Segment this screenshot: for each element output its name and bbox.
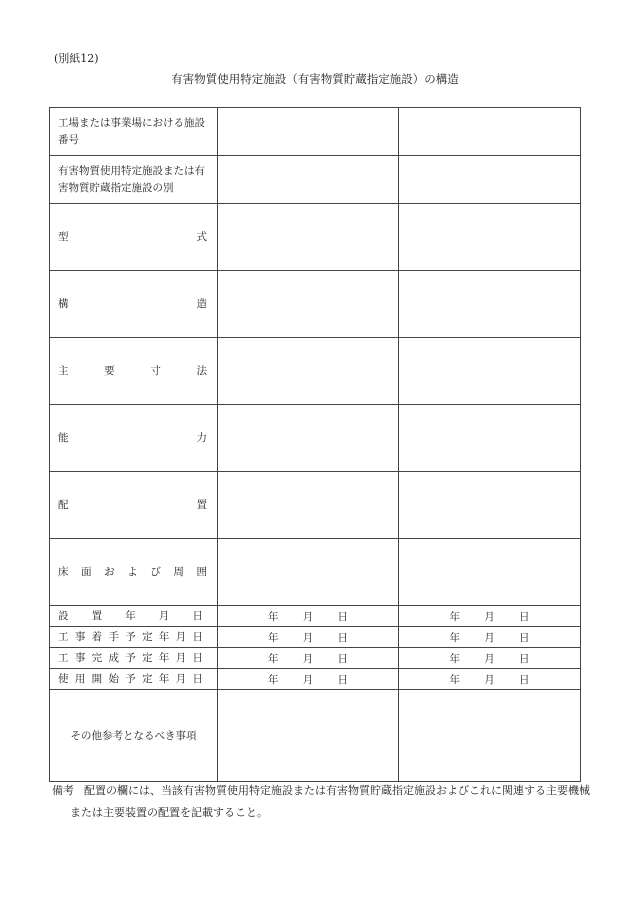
date-construction-start-1[interactable] <box>218 627 399 648</box>
year-unit: 年 <box>449 673 460 686</box>
label-char: 定 <box>142 630 153 643</box>
row-installed <box>50 606 581 627</box>
label-char: 面 <box>81 565 92 578</box>
day-unit: 日 <box>337 673 348 686</box>
label-other-notes: その他参考となるべき事項 <box>50 690 218 782</box>
label-floor <box>50 539 218 606</box>
cell-capacity-1[interactable] <box>218 405 399 472</box>
label-char: 月 <box>175 672 187 685</box>
structure-form-table <box>49 107 581 782</box>
month-unit: 月 <box>484 673 495 686</box>
label-char: 工 <box>58 651 69 664</box>
cell-model-1[interactable] <box>218 204 399 271</box>
label-char: 用 <box>74 672 86 685</box>
label-char: お <box>104 565 115 578</box>
month-unit: 月 <box>302 610 314 623</box>
label-char: 型 <box>58 230 69 243</box>
cell-other-notes-1[interactable] <box>218 690 399 782</box>
month-unit: 月 <box>484 631 495 644</box>
row-other-notes <box>50 690 581 782</box>
label-char: び <box>150 565 161 578</box>
label-char: 完 <box>91 651 103 664</box>
year-unit: 年 <box>268 652 279 665</box>
label-facility-number: 工場または事業場における施設番号 <box>50 108 218 156</box>
page-title: 有害物質使用特定施設（有害物質貯蔵指定施設）の構造 <box>171 72 459 86</box>
cell-floor-1[interactable] <box>218 539 399 606</box>
label-char: 配 <box>58 498 69 511</box>
date-construction-start-2[interactable] <box>399 627 581 648</box>
cell-structure-2[interactable] <box>399 271 581 338</box>
row-construction-complete <box>50 648 581 669</box>
label-char: 定 <box>142 672 153 685</box>
remark-text-2: または主要装置の配置を記載すること。 <box>70 806 268 819</box>
label-char: 月 <box>175 630 187 643</box>
label-char: 式 <box>196 230 207 243</box>
label-char: 使 <box>58 672 69 685</box>
label-char: 設 <box>58 609 69 622</box>
label-char: 事 <box>74 630 86 643</box>
label-char: 予 <box>125 651 136 664</box>
date-construction-complete-2[interactable] <box>399 648 581 669</box>
label-construction-start <box>50 627 218 648</box>
row-construction-start <box>50 627 581 648</box>
cell-other-notes-2[interactable] <box>399 690 581 782</box>
row-capacity <box>50 405 581 472</box>
label-layout <box>50 472 218 539</box>
year-unit: 年 <box>268 610 279 623</box>
label-structure <box>50 271 218 338</box>
label-char: 構 <box>58 297 69 310</box>
label-char: 要 <box>104 364 115 377</box>
remark-line-2 <box>52 802 590 824</box>
cell-model-2[interactable] <box>399 204 581 271</box>
cell-facility-kind-1[interactable] <box>218 156 399 204</box>
label-char: 定 <box>142 651 153 664</box>
cell-facility-number-2[interactable] <box>399 108 581 156</box>
row-facility-kind <box>50 156 581 204</box>
month-unit: 月 <box>302 631 314 644</box>
label-char: 年 <box>125 609 136 622</box>
day-unit: 日 <box>519 610 530 623</box>
label-char: 周 <box>173 565 184 578</box>
day-unit: 日 <box>519 652 530 665</box>
day-unit: 日 <box>519 631 530 644</box>
row-floor <box>50 539 581 606</box>
remark-text-1: 配置の欄には、当該有害物質使用特定施設または有害物質貯蔵指定施設およびこれに関連する主要機械 <box>84 784 590 797</box>
year-unit: 年 <box>268 673 279 686</box>
month-unit: 月 <box>484 652 495 665</box>
label-char: 着 <box>91 630 103 643</box>
label-char: 置 <box>196 498 207 511</box>
cell-dimensions-2[interactable] <box>399 338 581 405</box>
date-installed-2[interactable] <box>399 606 581 627</box>
label-char: 開 <box>91 672 103 685</box>
label-char: 予 <box>125 630 136 643</box>
label-char: よ <box>127 565 138 578</box>
remark-note <box>52 780 590 824</box>
label-facility-kind: 有害物質使用特定施設または有害物質貯蔵指定施設の別 <box>50 156 218 204</box>
cell-layout-1[interactable] <box>218 472 399 539</box>
date-use-start-1[interactable] <box>218 669 399 690</box>
cell-facility-number-1[interactable] <box>218 108 399 156</box>
label-char: 造 <box>196 297 207 310</box>
label-installed <box>50 606 218 627</box>
label-model <box>50 204 218 271</box>
label-capacity <box>50 405 218 472</box>
label-char: 予 <box>125 672 136 685</box>
month-unit: 月 <box>302 673 314 686</box>
remark-heading: 備考 <box>52 784 74 797</box>
day-unit: 日 <box>337 610 348 623</box>
remark-line-1 <box>52 780 590 802</box>
label-char: 事 <box>74 651 86 664</box>
row-model <box>50 204 581 271</box>
label-char: 置 <box>91 609 103 622</box>
label-char: 年 <box>158 630 170 643</box>
row-structure <box>50 271 581 338</box>
row-layout <box>50 472 581 539</box>
label-char: 手 <box>108 630 119 643</box>
label-char: 寸 <box>150 364 161 377</box>
month-unit: 月 <box>484 610 495 623</box>
date-use-start-2[interactable] <box>399 669 581 690</box>
row-dimensions <box>50 338 581 405</box>
label-char: 囲 <box>196 565 207 578</box>
label-char: 月 <box>175 651 187 664</box>
label-dimensions <box>50 338 218 405</box>
year-unit: 年 <box>449 652 460 665</box>
day-unit: 日 <box>519 673 530 686</box>
row-facility-number <box>50 108 581 156</box>
cell-facility-kind-2[interactable] <box>399 156 581 204</box>
label-construction-complete <box>50 648 218 669</box>
label-use-start <box>50 669 218 690</box>
label-char: 成 <box>108 651 119 664</box>
label-char: 工 <box>58 630 69 643</box>
year-unit: 年 <box>449 631 460 644</box>
label-char: 始 <box>108 672 119 685</box>
label-char: 日 <box>192 672 203 685</box>
label-char: 日 <box>192 630 203 643</box>
label-char: 力 <box>196 431 207 444</box>
date-installed-1[interactable] <box>218 606 399 627</box>
day-unit: 日 <box>337 631 348 644</box>
label-char: 年 <box>158 672 170 685</box>
cell-floor-2[interactable] <box>399 539 581 606</box>
label-char: 月 <box>158 609 170 622</box>
year-unit: 年 <box>449 610 460 623</box>
label-char: 能 <box>58 431 69 444</box>
label-char: 法 <box>196 364 207 377</box>
year-unit: 年 <box>268 631 279 644</box>
label-char: 日 <box>192 651 203 664</box>
cell-dimensions-1[interactable] <box>218 338 399 405</box>
row-use-start <box>50 669 581 690</box>
date-construction-complete-1[interactable] <box>218 648 399 669</box>
label-char: 床 <box>58 565 69 578</box>
cell-structure-1[interactable] <box>218 271 399 338</box>
cell-layout-2[interactable] <box>399 472 581 539</box>
day-unit: 日 <box>337 652 348 665</box>
month-unit: 月 <box>302 652 314 665</box>
label-char: 年 <box>158 651 170 664</box>
page-label: (別紙12) <box>54 52 99 65</box>
label-char: 主 <box>58 364 69 377</box>
label-char: 日 <box>192 609 203 622</box>
cell-capacity-2[interactable] <box>399 405 581 472</box>
